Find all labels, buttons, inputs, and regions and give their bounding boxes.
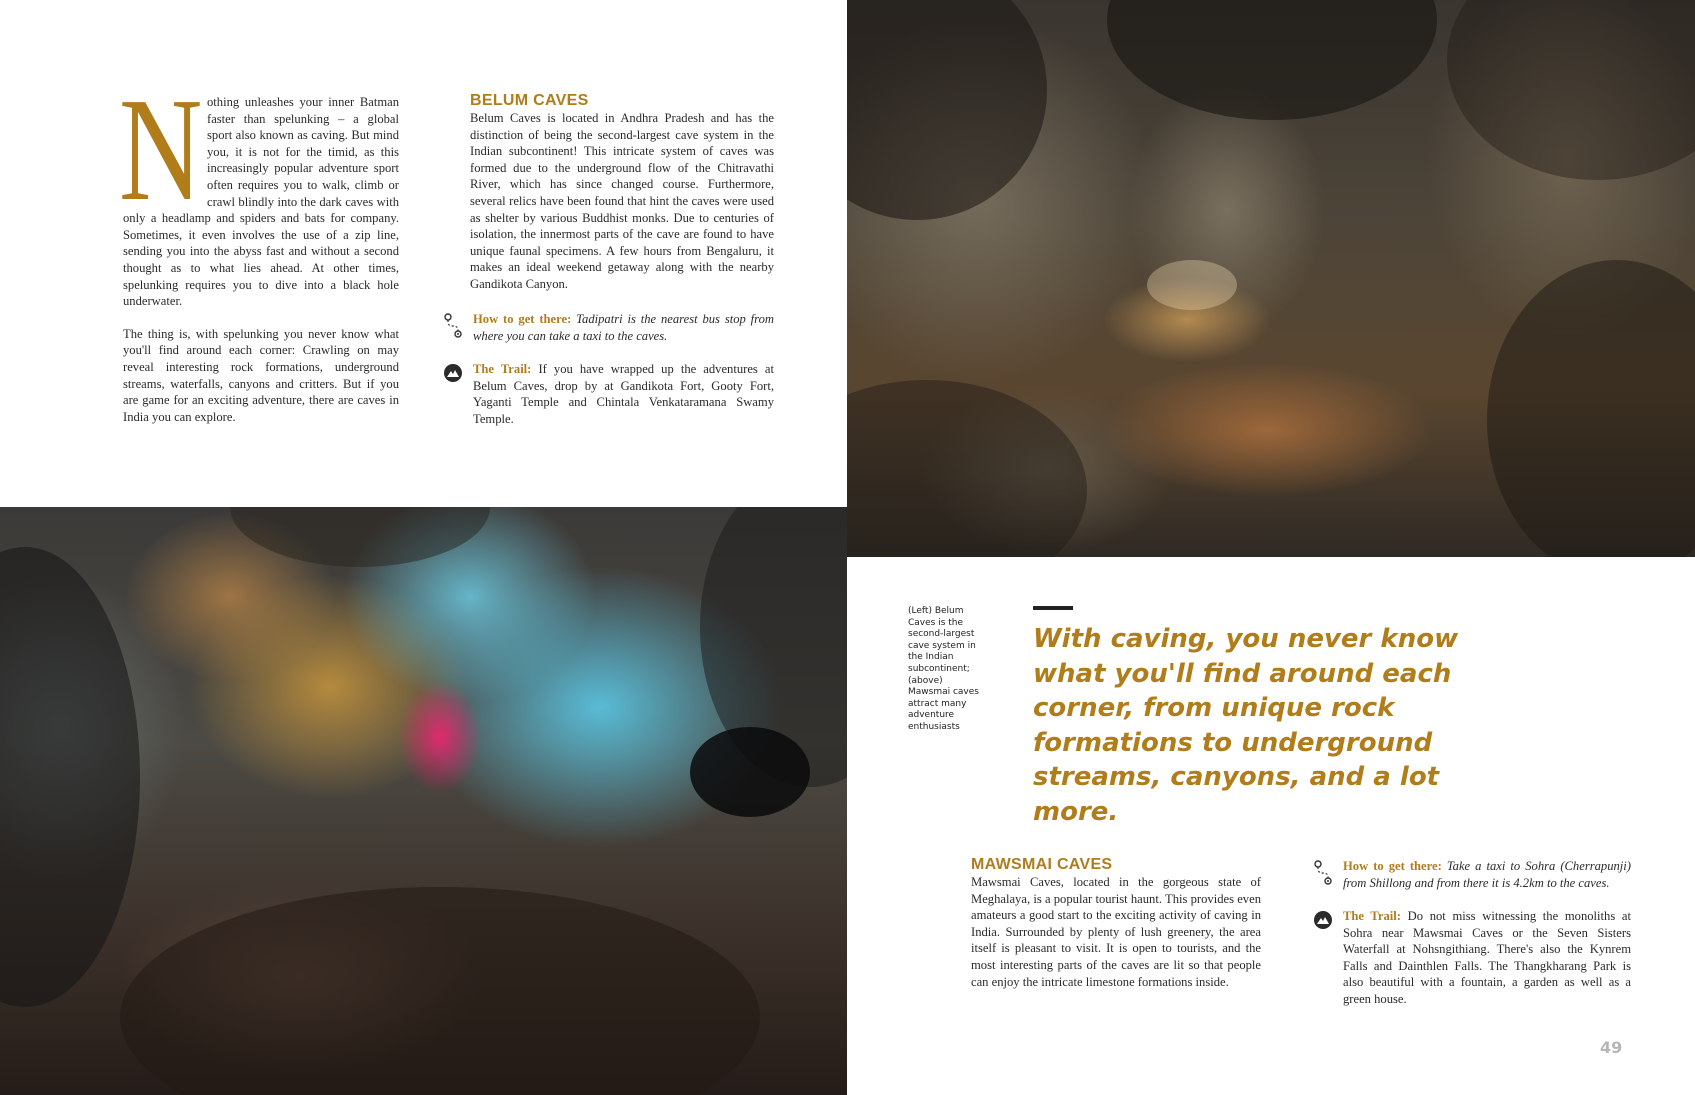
- belum-trail-detail: If you have wrapped up the adventures at Belum Caves, drop by at Gandikota Fort, Gooty Fort, Yaganti Temple and Chintala Venkataramana Swamy Temple.: [473, 362, 774, 426]
- cave-photo-top: [847, 0, 1695, 557]
- intro-column: [119, 68, 399, 425]
- mawsmai-how-to-get-there: [1313, 858, 1631, 891]
- mawsmai-trail-detail: Do not miss witnessing the monoliths at Sohra near Mawsmai Caves or the Seven Sisters Waterfall at Nohsngithiang. There's also the Kynrem Falls and Dainthlen Falls. The Thangkharang Park is also beautiful with a fountain, a garden as well as a green house.: [1343, 909, 1631, 1006]
- belum-section: [470, 92, 774, 293]
- mawsmai-section: [971, 856, 1261, 990]
- drop-cap: N: [119, 68, 203, 232]
- intro-paragraph-2: The thing is, with spelunking you never know what you'll find around each corner: Crawling on may reveal interesting rock formations, underground streams, waterfalls, canyons and critters. But if you are game for an exciting adventure, there are caves in India you can explore.: [123, 326, 399, 424]
- mawsmai-trail-label: The Trail:: [1343, 909, 1401, 923]
- mawsmai-trail: [1313, 908, 1631, 1008]
- belum-how-label: How to get there:: [473, 312, 572, 326]
- belum-trail-text: [473, 361, 774, 427]
- pull-quote: With caving, you never know what you'll find around each corner, from unique rock formations to underground streams, canyons, and a lot more.: [1033, 624, 1459, 827]
- mawsmai-heading: MAWSMAI CAVES: [971, 856, 1113, 873]
- belum-how-to-get-there: [443, 311, 774, 344]
- belum-trail: [443, 361, 774, 427]
- mawsmai-how-detail: Take a taxi to Sohra (Cherrapunji) from Shillong and from there it is 4.2km to the caves.: [1343, 859, 1631, 890]
- mawsmai-how-text: [1343, 858, 1631, 891]
- belum-how-detail: Tadipatri is the nearest bus stop from where you can take a taxi to the caves.: [473, 312, 775, 343]
- route-icon: [443, 313, 463, 344]
- route-icon: [1313, 860, 1333, 891]
- belum-body: Belum Caves is located in Andhra Pradesh and has the distinction of being the second-largest cave system in the Indian subcontinent! This intricate system of caves was formed due to the underground flow of the Chitravathi River, which has since changed course. Furthermore, several relics have been found that hint the caves were used as shelter by various Buddhist monks. Due to centuries of isolation, the innermost parts of the cave are found to have unique faunal specimens. A few hours from Bengaluru, it makes an ideal weekend getaway along with the nearby Gandikota Canyon.: [470, 111, 774, 291]
- trail-icon: [1313, 910, 1333, 1008]
- mawsmai-how-label: How to get there:: [1343, 859, 1442, 873]
- intro-paragraph-1: othing unleashes your inner Batman faster than spelunking – a global sport also known as caving. But mind you, it is not for the timid, as this increasingly popular adventure sport often requires you to walk, climb or crawl blindly into the dark caves with only a headlamp and spiders and bats for company. Sometimes, it even involves the use of a zip line, sending you into the abyss fast and without a second thought as to what lies ahead. At other times, spelunking requires you to dive into a black hole underwater.: [123, 95, 399, 309]
- belum-trail-label: The Trail:: [473, 362, 532, 376]
- belum-heading: BELUM CAVES: [470, 92, 589, 109]
- pull-quote-rule: [1033, 606, 1073, 610]
- belum-how-text: [473, 311, 774, 344]
- trail-icon: [443, 363, 463, 427]
- photo-caption: (Left) Belum Caves is the second-largest cave system in the Indian subcontinent; (above) Mawsmai caves attract many adventure enthusiasts: [908, 606, 979, 732]
- cave-photo-bottom: [0, 507, 847, 1095]
- mawsmai-body: Mawsmai Caves, located in the gorgeous state of Meghalaya, is a popular tourist haunt. This provides even amateurs a good start to the exciting activity of caving in India. Surrounded by plenty of lush greenery, the area itself is pleasant to visit. It is open to tourists, and the most interesting parts of the caves are lit so that people can enjoy the intricate limestone formations inside.: [971, 875, 1261, 989]
- page-number: 49: [1600, 1038, 1623, 1057]
- mawsmai-trail-text: [1343, 908, 1631, 1008]
